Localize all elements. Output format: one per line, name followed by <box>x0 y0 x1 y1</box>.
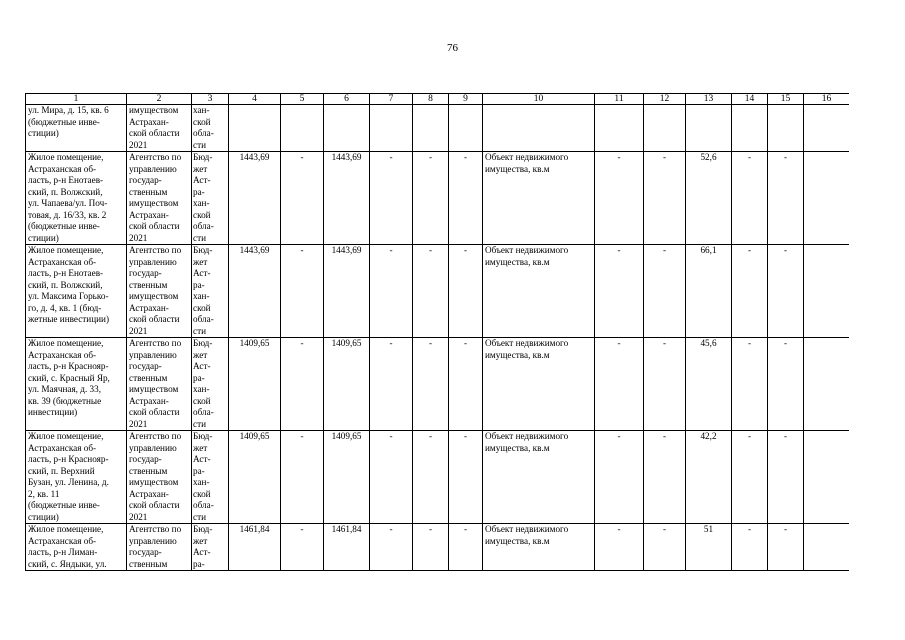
amount-col8-cell: - <box>413 524 449 571</box>
cell-line: хан- <box>193 198 210 208</box>
value-col12-cell <box>644 105 686 152</box>
cell-line: ул. Маячная, д. 33, <box>28 384 102 394</box>
cell-line: имущества, кв.м <box>485 535 550 546</box>
area-value-cell <box>686 105 732 152</box>
cell-line: ский, п. Верхний <box>28 465 95 476</box>
funding-source-cell <box>192 152 229 245</box>
header-cell: 7 <box>370 94 413 105</box>
property-table <box>25 93 849 571</box>
amount-col9-cell: - <box>449 152 483 245</box>
object-cell <box>26 245 127 338</box>
document-table-wrapper <box>25 93 849 640</box>
cell-line: Астрахан- <box>129 488 169 499</box>
cell-line: ской области <box>129 128 180 138</box>
cell-line: Астрахан- <box>129 302 169 313</box>
value-col12-cell: - <box>644 338 686 431</box>
header-cell: 13 <box>686 94 732 105</box>
cell-line: Аст- <box>193 175 211 185</box>
value-col14-cell: - <box>732 245 768 338</box>
cell-line: ской области <box>129 407 180 417</box>
cell-line: имуществом <box>129 477 179 487</box>
cell-line: ласть, р-н Енотаев- <box>28 175 104 185</box>
amount-col5-cell <box>281 105 324 152</box>
amount-col8-cell <box>413 105 449 152</box>
amount-col6-cell: 1443,69 <box>324 245 370 338</box>
cell-line: сти <box>193 325 207 336</box>
cell-line: 2021 <box>129 511 148 522</box>
amount-col6-cell: 1409,65 <box>324 431 370 524</box>
cell-line: хан- <box>193 384 210 394</box>
amount-col8-cell: - <box>413 431 449 524</box>
cell-line: ский, п. Волжский, <box>28 279 103 290</box>
amount-col9-cell: - <box>449 524 483 571</box>
amount-col5-cell: - <box>281 524 324 571</box>
value-col14-cell: - <box>732 524 768 571</box>
cell-line: Объект недвижимого <box>485 431 569 441</box>
amount-col9-cell <box>449 105 483 152</box>
value-col12-cell: - <box>644 245 686 338</box>
cell-line: Аст- <box>193 361 211 371</box>
cell-line: ул. Чапаева/ул. Поч- <box>28 198 108 208</box>
cell-line: (бюджетные инве- <box>28 221 100 231</box>
object-cell <box>26 105 127 152</box>
header-cell: 8 <box>413 94 449 105</box>
amount-col8-cell: - <box>413 338 449 431</box>
cell-line: го, д. 4, кв. 1 (бюд- <box>28 302 102 313</box>
cell-line: имуществом <box>129 291 179 301</box>
cell-line: ра- <box>193 186 205 197</box>
cell-line: жет <box>193 442 208 453</box>
funding-source-cell <box>192 338 229 431</box>
cell-line: обла- <box>193 221 214 231</box>
table-row <box>26 431 850 524</box>
cell-line: кв. 39 (бюджетные <box>28 395 102 406</box>
cell-line: ской <box>193 116 211 127</box>
cell-line: сти <box>193 511 207 522</box>
cell-line: Объект недвижимого <box>485 524 569 534</box>
header-cell: 16 <box>804 94 850 105</box>
cell-line: ский, с. Красный Яр, <box>28 372 110 383</box>
amount-col5-cell: - <box>281 245 324 338</box>
cell-line: хан- <box>193 291 210 301</box>
cell-line: Жилое помещение, <box>28 524 104 534</box>
cell-line: Бюд- <box>193 245 213 255</box>
area-value-cell: 52,6 <box>686 152 732 245</box>
cell-line: государ- <box>129 268 162 278</box>
cell-line: 2021 <box>129 232 148 243</box>
customer-cell <box>127 245 192 338</box>
object-cell <box>26 152 127 245</box>
amount-col7-cell: - <box>370 431 413 524</box>
cell-line: Объект недвижимого <box>485 245 569 255</box>
value-col11-cell: - <box>595 431 644 524</box>
header-cell: 11 <box>595 94 644 105</box>
cell-line: ский, п. Волжский, <box>28 186 103 197</box>
value-col14-cell <box>732 105 768 152</box>
value-col11-cell: - <box>595 245 644 338</box>
cell-line: Жилое помещение, <box>28 431 104 441</box>
cell-line: ской области <box>129 221 180 231</box>
cell-line: Агентство по <box>129 245 182 255</box>
value-col11-cell: - <box>595 338 644 431</box>
cell-line: ской области <box>129 314 180 324</box>
cell-line: Бюд- <box>193 524 213 534</box>
cell-line: ственным <box>129 465 168 476</box>
cell-line: Астраханская об- <box>28 442 97 453</box>
cell-line: государ- <box>129 547 162 557</box>
value-col15-cell: - <box>768 245 804 338</box>
cell-line: ственным <box>129 372 168 383</box>
cell-line: Бюд- <box>193 338 213 348</box>
cell-line: ственным <box>129 279 168 290</box>
amount-col9-cell: - <box>449 431 483 524</box>
value-col14-cell: - <box>732 338 768 431</box>
cell-line: Астрахан- <box>129 116 169 127</box>
cell-line: 2021 <box>129 139 148 150</box>
cell-line: Аст- <box>193 547 211 557</box>
cell-line: ственным <box>129 558 168 569</box>
table-row <box>26 524 850 571</box>
cell-line: управлению <box>129 442 177 453</box>
cell-line: сти <box>193 418 207 429</box>
cell-line: Астраханская об- <box>28 535 97 546</box>
customer-cell <box>127 152 192 245</box>
cell-line: управлению <box>129 163 177 174</box>
value-col16-cell <box>804 245 850 338</box>
cell-line: Жилое помещение, <box>28 152 104 162</box>
amount-col5-cell: - <box>281 152 324 245</box>
value-col15-cell: - <box>768 338 804 431</box>
amount-col7-cell: - <box>370 338 413 431</box>
cell-line: хан- <box>193 477 210 487</box>
cell-line: обла- <box>193 407 214 417</box>
cell-line: Жилое помещение, <box>28 338 104 348</box>
cell-line: обла- <box>193 128 214 138</box>
value-col16-cell <box>804 338 850 431</box>
cell-line: стиции) <box>28 128 59 138</box>
total-amount-cell <box>229 105 281 152</box>
cell-line: имущества, кв.м <box>485 442 550 453</box>
amount-col8-cell: - <box>413 245 449 338</box>
total-amount-cell: 1409,65 <box>229 431 281 524</box>
amount-col7-cell: - <box>370 152 413 245</box>
customer-cell <box>127 524 192 571</box>
cell-line: ласть, р-н Краснояр- <box>28 454 109 464</box>
cell-line: обла- <box>193 314 214 324</box>
cell-line: имущества, кв.м <box>485 349 550 360</box>
cell-line: ской области <box>129 500 180 510</box>
cell-line: ул. Максима Горько- <box>28 291 109 301</box>
cell-line: ский, с. Яндыки, ул. <box>28 558 107 569</box>
header-cell: 10 <box>483 94 595 105</box>
cell-line: 2021 <box>129 418 148 429</box>
object-cell <box>26 338 127 431</box>
cell-line: государ- <box>129 361 162 371</box>
cell-line: ласть, р-н Лиман- <box>28 547 98 557</box>
indicator-cell <box>483 338 595 431</box>
cell-line: ской <box>193 302 211 313</box>
total-amount-cell: 1443,69 <box>229 152 281 245</box>
cell-line: Бюд- <box>193 152 213 162</box>
area-value-cell: 66,1 <box>686 245 732 338</box>
total-amount-cell: 1409,65 <box>229 338 281 431</box>
amount-col9-cell: - <box>449 338 483 431</box>
area-value-cell: 42,2 <box>686 431 732 524</box>
area-value-cell: 51 <box>686 524 732 571</box>
cell-line: имуществом <box>129 384 179 394</box>
cell-line: имуществом <box>129 198 179 208</box>
cell-line: ственным <box>129 186 168 197</box>
cell-line: жет <box>193 163 208 174</box>
value-col15-cell: - <box>768 524 804 571</box>
cell-line: 2, кв. 11 <box>28 488 60 499</box>
cell-line: имуществом <box>129 105 179 115</box>
cell-line: имущества, кв.м <box>485 163 550 174</box>
header-cell: 1 <box>26 94 127 105</box>
cell-line: Астраханская об- <box>28 256 97 267</box>
customer-cell <box>127 431 192 524</box>
cell-line: Жилое помещение, <box>28 245 104 255</box>
funding-source-cell <box>192 524 229 571</box>
cell-line: сти <box>193 232 207 243</box>
table-row <box>26 245 850 338</box>
cell-line: Объект недвижимого <box>485 338 569 348</box>
cell-line: товая, д. 16/33, кв. 2 <box>28 209 107 220</box>
value-col12-cell: - <box>644 524 686 571</box>
amount-col9-cell: - <box>449 245 483 338</box>
header-cell: 9 <box>449 94 483 105</box>
cell-line: Агентство по <box>129 152 182 162</box>
cell-line: стиции) <box>28 232 59 243</box>
cell-line: ской <box>193 488 211 499</box>
header-cell: 3 <box>192 94 229 105</box>
value-col11-cell <box>595 105 644 152</box>
cell-line: жет <box>193 349 208 360</box>
cell-line: (бюджетные инве- <box>28 500 100 510</box>
customer-cell <box>127 338 192 431</box>
header-cell: 15 <box>768 94 804 105</box>
indicator-cell <box>483 105 595 152</box>
value-col14-cell: - <box>732 431 768 524</box>
table-row <box>26 105 850 152</box>
value-col16-cell <box>804 152 850 245</box>
cell-line: жет <box>193 535 208 546</box>
cell-line: имущества, кв.м <box>485 256 550 267</box>
cell-line: Бузан, ул. Ленина, д. <box>28 477 109 487</box>
cell-line: управлению <box>129 349 177 360</box>
cell-line: Бюд- <box>193 431 213 441</box>
header-cell: 2 <box>127 94 192 105</box>
cell-line: ра- <box>193 558 205 569</box>
cell-line: государ- <box>129 175 162 185</box>
cell-line: жетные инвестиции) <box>28 314 110 324</box>
indicator-cell <box>483 245 595 338</box>
area-value-cell: 45,6 <box>686 338 732 431</box>
indicator-cell <box>483 524 595 571</box>
cell-line: Астраханская об- <box>28 163 97 174</box>
cell-line: сти <box>193 139 207 150</box>
total-amount-cell: 1461,84 <box>229 524 281 571</box>
cell-line: Аст- <box>193 268 211 278</box>
header-cell: 6 <box>324 94 370 105</box>
table-row <box>26 338 850 431</box>
cell-line: жет <box>193 256 208 267</box>
funding-source-cell <box>192 245 229 338</box>
cell-line: Астрахан- <box>129 209 169 220</box>
amount-col6-cell <box>324 105 370 152</box>
value-col11-cell: - <box>595 152 644 245</box>
cell-line: Агентство по <box>129 338 182 348</box>
cell-line: управлению <box>129 535 177 546</box>
cell-line: (бюджетные инве- <box>28 116 100 127</box>
cell-line: ской <box>193 395 211 406</box>
header-cell: 12 <box>644 94 686 105</box>
cell-line: хан- <box>193 105 210 115</box>
cell-line: ской <box>193 209 211 220</box>
cell-line: ул. Мира, д. 15, кв. 6 <box>28 105 109 115</box>
cell-line: 2021 <box>129 325 148 336</box>
amount-col5-cell: - <box>281 431 324 524</box>
cell-line: ласть, р-н Енотаев- <box>28 268 104 278</box>
funding-source-cell <box>192 105 229 152</box>
amount-col7-cell: - <box>370 245 413 338</box>
header-cell: 4 <box>229 94 281 105</box>
header-cell: 14 <box>732 94 768 105</box>
value-col12-cell: - <box>644 431 686 524</box>
value-col12-cell: - <box>644 152 686 245</box>
value-col15-cell <box>768 105 804 152</box>
amount-col8-cell: - <box>413 152 449 245</box>
cell-line: Агентство по <box>129 524 182 534</box>
cell-line: Объект недвижимого <box>485 152 569 162</box>
table-row <box>26 152 850 245</box>
page-number: 76 <box>447 42 458 54</box>
cell-line: управлению <box>129 256 177 267</box>
cell-line: государ- <box>129 454 162 464</box>
header-cell: 5 <box>281 94 324 105</box>
value-col14-cell: - <box>732 152 768 245</box>
amount-col7-cell <box>370 105 413 152</box>
amount-col6-cell: 1409,65 <box>324 338 370 431</box>
total-amount-cell: 1443,69 <box>229 245 281 338</box>
value-col16-cell <box>804 431 850 524</box>
value-col11-cell: - <box>595 524 644 571</box>
cell-line: ласть, р-н Краснояр- <box>28 361 109 371</box>
indicator-cell <box>483 431 595 524</box>
customer-cell <box>127 105 192 152</box>
indicator-cell <box>483 152 595 245</box>
cell-line: Агентство по <box>129 431 182 441</box>
object-cell <box>26 524 127 571</box>
amount-col5-cell: - <box>281 338 324 431</box>
cell-line: стиции) <box>28 511 59 522</box>
cell-line: Аст- <box>193 454 211 464</box>
funding-source-cell <box>192 431 229 524</box>
value-col16-cell <box>804 105 850 152</box>
value-col15-cell: - <box>768 431 804 524</box>
cell-line: ра- <box>193 465 205 476</box>
header-row <box>26 94 850 105</box>
cell-line: Астраханская об- <box>28 349 97 360</box>
value-col16-cell <box>804 524 850 571</box>
cell-line: обла- <box>193 500 214 510</box>
cell-line: Астрахан- <box>129 395 169 406</box>
object-cell <box>26 431 127 524</box>
amount-col6-cell: 1443,69 <box>324 152 370 245</box>
amount-col6-cell: 1461,84 <box>324 524 370 571</box>
cell-line: инвестиции) <box>28 407 78 417</box>
table-body <box>26 105 850 571</box>
cell-line: ра- <box>193 279 205 290</box>
value-col15-cell: - <box>768 152 804 245</box>
amount-col7-cell: - <box>370 524 413 571</box>
cell-line: ра- <box>193 372 205 383</box>
